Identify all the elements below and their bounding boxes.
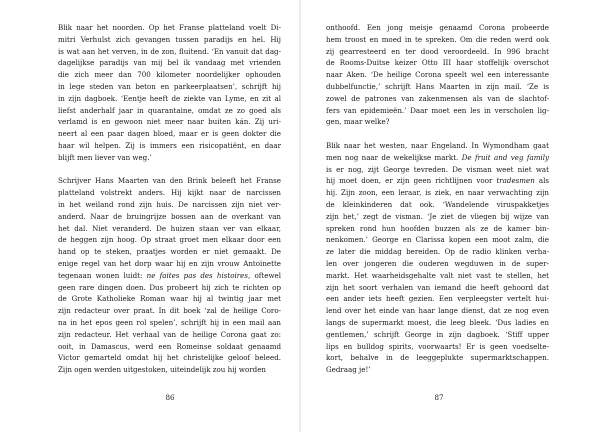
text-line: blijft men liever van weg.’ <box>58 152 152 162</box>
text-line: hand op te steken, praatjes worden er niet gemaakt. De <box>58 247 281 257</box>
text-line: gen, maar welke? <box>326 117 390 127</box>
text-line: lend over het einde van haar lange dienst, dat ze nog even <box>326 306 549 316</box>
text-line: kort, behalve in de leeggeplukte supermarktschappen. <box>326 353 549 363</box>
text-line: langs de supermarkt moest, die leeg bleek. ‘Dus ladies en <box>326 317 549 327</box>
text-line: markt. Het waarheidsgehalte valt niet vast te stellen, het <box>326 270 549 280</box>
text-line: zowel de patrones van zakenmensen als van de slachtof- <box>326 93 549 103</box>
text-line: enige regel van het dorp waar hij en zijn vrouw Antoinette <box>58 258 281 268</box>
text-line: naar Aken. ‘De heilige Corona speelt wel een interessante <box>326 70 549 80</box>
paragraph <box>58 22 281 164</box>
text-line: dubbelfunctie,’ schrijft Hans Maarten in zijn mail. ‘Ze is <box>326 81 549 91</box>
paragraph <box>58 175 281 376</box>
text-line: zijn het,’ zegt de visman. ‘Je ziet de vliegen bij wijze van <box>326 211 549 221</box>
text-line: de kleinkinderen dat ook. ‘Wandelende viruspakketjes <box>326 199 549 209</box>
paragraph <box>326 22 549 128</box>
text-line: Gedraag je!’ <box>326 365 371 375</box>
paragraph <box>326 140 549 376</box>
left-page-number: 86 <box>165 393 175 402</box>
text-line: zijn redacteur over praat. In dit boek ‘zal de heilige Coro- <box>58 306 281 316</box>
text-line: gentlemen,’ schrijft George in zijn dagboek. ‘Stiff upper <box>326 329 549 339</box>
text-line: Schrijver Hans Maarten van den Brink beleeft het Franse <box>58 176 281 186</box>
text-line: in zijn dagboek. ‘Eentje heeft de ziekte van Lyme, en zit al <box>58 93 281 103</box>
text-line: die zich meer dan 700 kilometer noordelijker ophouden <box>58 70 281 80</box>
text-line: na in het epos geen rol spelen’, schrijft hij in een mail aan <box>58 317 281 327</box>
text-line: Blik naar het westen, naar Engeland. In Wymondham gaat <box>326 140 549 150</box>
text-line: een ander iets heeft gezien. Een verpleegster vertelt hui- <box>326 294 549 304</box>
right-page-number: 87 <box>434 393 444 402</box>
text-line: len over jongeren die ouderen wegduwen in de super- <box>326 258 549 268</box>
text-line: dagelijkse paradijs van mij bel ik vandaag met vrienden <box>58 58 281 68</box>
text-line: Victor gemarteld omdat hij het christelijke geloof beleed. <box>58 353 281 363</box>
text-line: hem troost en moed in te spreken. Om die reden werd ook <box>326 34 549 44</box>
left-page-text <box>58 22 281 376</box>
text-line: zij gearresteerd en ter dood veroordeeld. In 996 bracht <box>326 46 549 56</box>
text-line: de Rooms-Duitse keizer Otto III haar stoffelijk overschot <box>326 58 549 68</box>
right-page-text <box>326 22 549 376</box>
text-line: verlamd is en gewoon niet meer naar buiten kán. Zij uri- <box>58 117 281 127</box>
text-line: geen rare dingen doen. Dus probeert hij zich te richten op <box>58 282 281 292</box>
text-line: tegenaan wonen luidt: ne faites pas des histoires, oftewel <box>58 270 281 280</box>
text-line: men nog naar de wekelijkse markt. De fruit and veg family <box>326 152 549 162</box>
text-line: spreken rond hun hoofden buzzen als ze de kamer bin- <box>326 223 549 233</box>
text-line: in lege steden van beton en parkeerplaatsen’, schrijft hij <box>58 81 281 91</box>
text-line: het dal. Niet veranderd. De huizen staan ver van elkaar, <box>58 223 281 233</box>
text-line: ze later die middag bereiden. Op de radio klinken verha- <box>326 247 549 257</box>
text-line: onthoofd. Een jong meisje genaamd Corona probeerde <box>326 23 549 32</box>
text-line: Blik naar het noorden. Op het Franse platteland voelt Di- <box>58 23 281 32</box>
text-line: anderd. Naar de bruingrijze bossen aan de overkant van <box>58 211 281 221</box>
text-line: lips en bulldog spirits, voorwaarts! Er is geen voedselte- <box>326 341 549 351</box>
text-line: hij. Zijn zoon, een leraar, is ziek, en naar verwachting zijn <box>326 188 549 198</box>
text-line: is wat aan het verven, in de zon, fluitend. ‘En vanuit dat dag- <box>58 46 281 56</box>
text-line: neert al een paar dagen bloed, maar er is geen dokter die <box>58 129 281 139</box>
text-line: zijn het soort verhalen van iemand die heeft gehoord dat <box>326 282 549 292</box>
text-line: haar wil helpen. Zij is immers een risicopatiënt, en daar <box>58 140 281 150</box>
text-line: de Grote Katholieke Roman waar hij al twintig jaar met <box>58 294 281 304</box>
text-line: hij moet doen, er zijn geen richtlijnen voor tradesmen als <box>326 176 549 186</box>
text-line: ooit, in Damascus, werd een Romeinse soldaat genaamd <box>58 341 281 351</box>
text-line: Zijn ogen werden uitgestoken, uiteindelijk zou hij worden <box>58 365 266 375</box>
text-line: mitri Verhulst zich gevangen tussen paradijs en hel. Hij <box>58 34 281 44</box>
text-line: zijn redacteur. Het verhaal van de heilige Corona gaat zo: <box>58 329 281 339</box>
text-line: is er nog, zijt George tevreden. De visman weet niet wat <box>326 164 549 174</box>
text-line: nenkomen.’ George en Clarissa kopen een moot zalm, die <box>326 235 549 245</box>
right-page <box>300 0 600 432</box>
text-line: fers van epidemieën.’ Daar moet een les in verscholen lig- <box>326 105 549 115</box>
text-line: liefst anderhalf jaar in quarantaine, omdat ze zo goed als <box>58 105 281 115</box>
text-line: platteland volstrekt anders. Hij kijkt naar de narcissen <box>58 188 281 198</box>
text-line: in het weiland rond zijn huis. De narcissen zijn niet ver- <box>58 199 281 209</box>
text-line: de heggen zijn hoog. Op straat groet men elkaar door een <box>58 235 281 245</box>
